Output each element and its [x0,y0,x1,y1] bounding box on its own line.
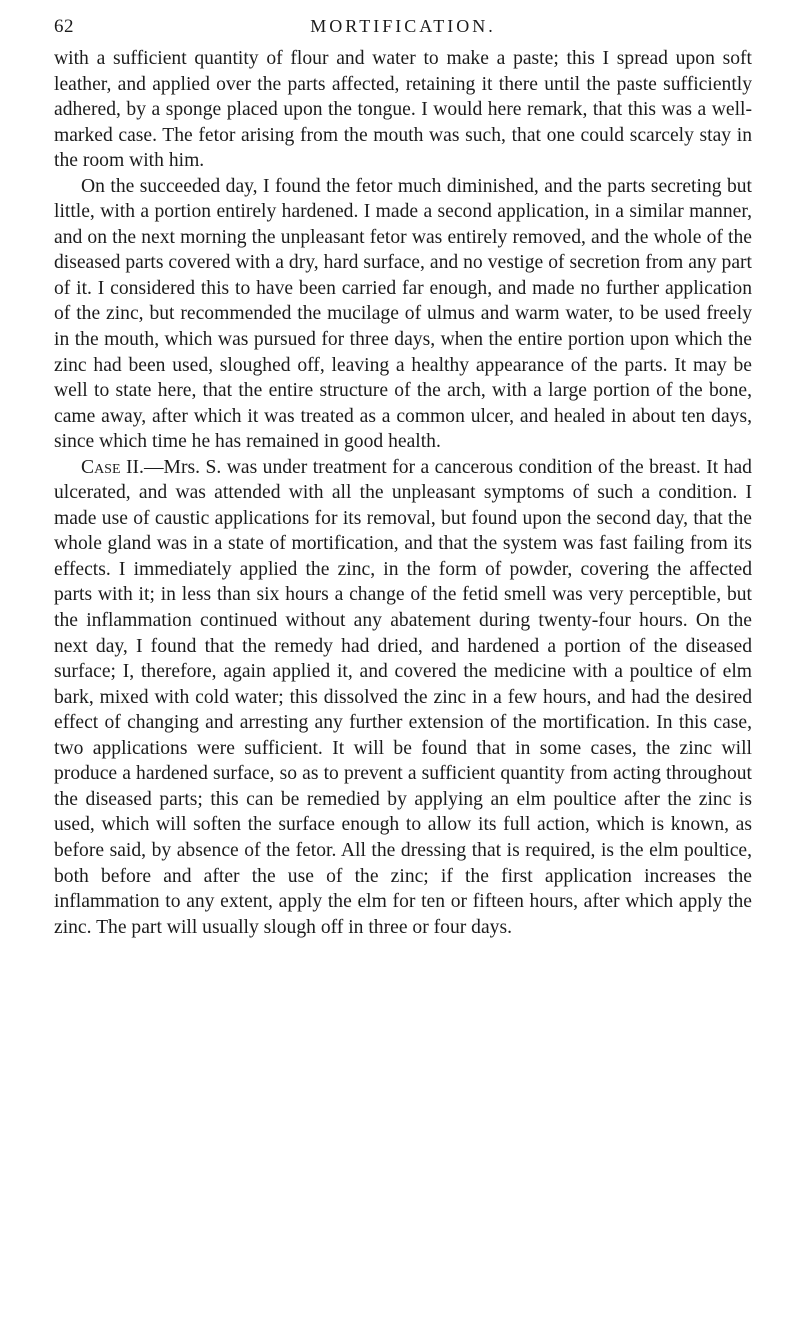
paragraph-text: —Mrs. S. was under treatment for a cancerous condition of the breast. It had ulcerated, and was attended with all the unpleasant symptoms of such a condition. I made use of caustic applications for its removal, but found upon the second day, that the whole gland was in a state of mortification, and that the system was fast failing from its effects. I immediately applied the zinc, in the form of powder, covering the affected parts with it; in less than six hours a change of the fetid smell was very perceptible, but the inflammation continued without any abatement during twenty-four hours. On the next day, I found that the remedy had dried, and hardened a portion of the diseased surface; I, therefore, again applied it, and covered the medicine with a poultice of elm bark, mixed with cold water; this dissolved the zinc in a few hours, and had the desired effect of changing and arresting any further extension of the mortification. In this case, two applications were sufficient. It will be found that in some cases, the zinc will produce a hardened surface, so as to prevent a sufficient quantity from acting throughout the diseased parts; this can be remedied by applying an elm poultice after the zinc is used, which will soften the surface enough to allow its full action, which is known, as before said, by absence of the fetor. All the dressing that is required, is the elm poultice, both before and after the use of the zinc; if the first application increases the inflammation to any extent, apply the elm for ten or fifteen hours, after which apply the zinc. The part will usually slough off in three or four days. [54,456,752,938]
page-number: 62 [54,16,74,37]
paragraph-case-two [54,455,752,940]
paragraph-day-two [54,174,752,455]
paragraph-continued [54,46,752,174]
paragraph-text: with a sufficient quantity of flour and water to make a paste; this I spread upon soft leather, and applied over the parts affected, retaining it there until the paste sufficiently adhered, by a sponge placed upon the tongue. I would here remark, that this was a well-marked case. The fetor arising from the mouth was such, that one could scarcely stay in the room with him. [54,48,752,172]
paragraph-text: On the succeeded day, I found the fetor much diminished, and the parts secreting but little, with a portion entirely hardened. I made a second application, in a similar manner, and on the next morning the unpleasant fetor was entirely removed, and the whole of the diseased parts covered with a dry, hard surface, and no vestige of secretion from any part of it. I considered this to have been carried far enough, and made no further application of the zinc, but recommended the mucilage of ulmus and warm water, to be used freely in the mouth, which was pursued for three days, when the entire portion upon which the zinc had been used, sloughed off, leaving a healthy appearance of the parts. It may be well to state here, that the entire structure of the arch, with a large portion of the bone, came away, after which it was treated as a common ulcer, and healed in about ten days, since which time he has remained in good health. [54,175,752,453]
case-label: Case II. [81,456,144,478]
running-head [54,12,752,46]
running-title: MORTIFICATION. [310,16,496,36]
body-text [54,46,752,940]
